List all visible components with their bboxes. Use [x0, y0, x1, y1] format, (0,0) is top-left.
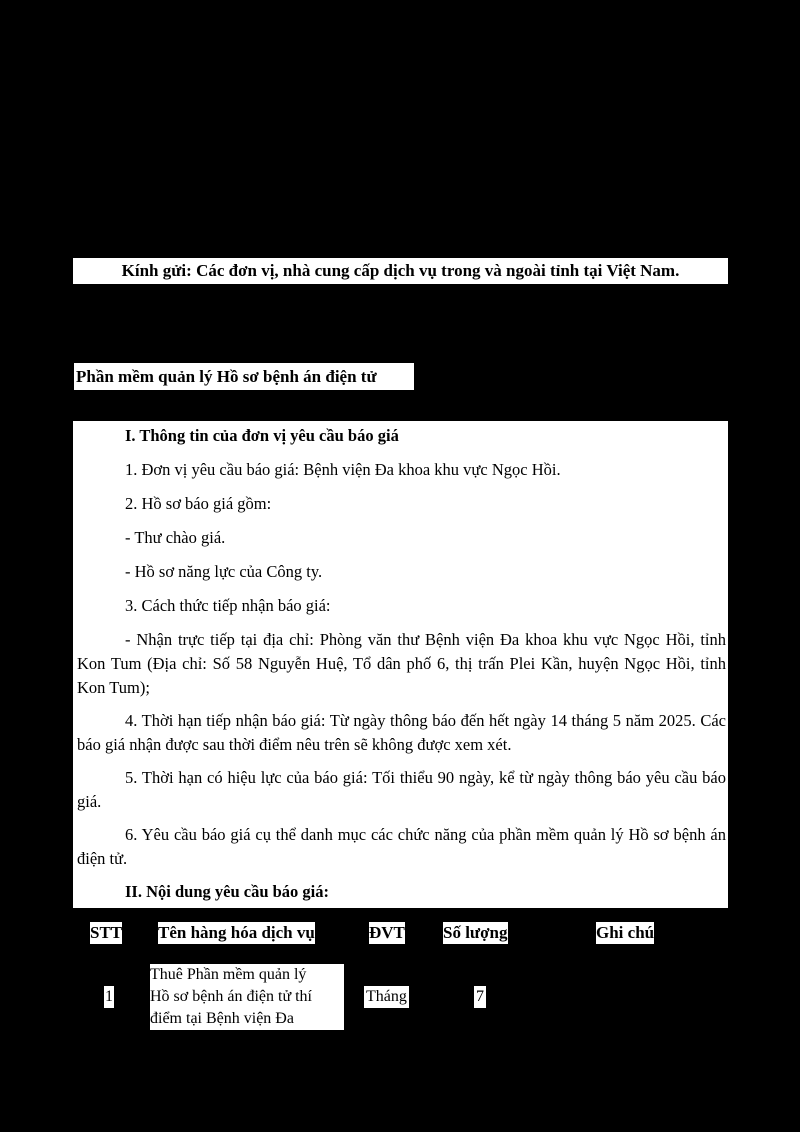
table-cell-unit: Tháng — [364, 986, 409, 1008]
request-body — [73, 421, 728, 908]
table-header-qty: Số lượng — [443, 923, 508, 942]
subject-title: Phần mềm quản lý Hồ sơ bệnh án điện tử — [74, 363, 414, 390]
section-2-heading: II. Nội dung yêu cầu báo giá: — [125, 882, 330, 901]
section-1-heading: I. Thông tin của đơn vị yêu cầu báo giá — [125, 426, 399, 445]
item-3: 3. Cách thức tiếp nhận báo giá: — [125, 596, 331, 615]
item-2: 2. Hồ sơ báo giá gồm: — [125, 494, 272, 513]
item-5: 5. Thời hạn có hiệu lực của báo giá: Tối thiểu 90 ngày, kể từ ngày thông báo yêu cầu báo giá. — [77, 768, 726, 811]
table-header-name: Tên hàng hóa dịch vụ — [158, 923, 315, 942]
item-6: 6. Yêu cầu báo giá cụ thể danh mục các chức năng của phần mềm quản lý Hồ sơ bệnh án điện tử. — [77, 825, 726, 868]
item-4: 4. Thời hạn tiếp nhận báo giá: Từ ngày thông báo đến hết ngày 14 tháng 5 năm 2025. Các báo giá nhận được sau thời điểm nêu trên sẽ không được xem xét. — [77, 711, 726, 754]
item-2b: - Hồ sơ năng lực của Công ty. — [125, 562, 323, 581]
table-header-stt: STT — [90, 923, 123, 942]
table-cell-name — [150, 964, 344, 1030]
table-cell-name-line-1: Thuê Phần mềm quản lý — [150, 966, 307, 983]
table-cell-name-line-3: điểm tại Bệnh viện Đa — [150, 1010, 294, 1027]
table-header-unit: ĐVT — [369, 923, 405, 942]
table-cell-stt: 1 — [104, 986, 114, 1008]
table-cell-qty: 7 — [474, 986, 486, 1008]
item-1: 1. Đơn vị yêu cầu báo giá: Bệnh viện Đa khoa khu vực Ngọc Hồi. — [125, 460, 561, 479]
item-3a: - Nhận trực tiếp tại địa chỉ: Phòng văn thư Bệnh viện Đa khoa khu vực Ngọc Hồi, tỉnh Kon Tum (Địa chỉ: Số 58 Nguyễn Huệ, Tổ dân phố 6, thị trấn Plei Kần, huyện Ngọc Hồi, tỉnh Kon Tum); — [77, 630, 726, 697]
table-header-note: Ghi chú — [596, 923, 655, 942]
table-cell-name-line-2: Hồ sơ bệnh án điện tử thí — [150, 988, 312, 1005]
recipient-line: Kính gửi: Các đơn vị, nhà cung cấp dịch vụ trong và ngoài tỉnh tại Việt Nam. — [73, 258, 728, 284]
item-2a: - Thư chào giá. — [125, 528, 226, 547]
